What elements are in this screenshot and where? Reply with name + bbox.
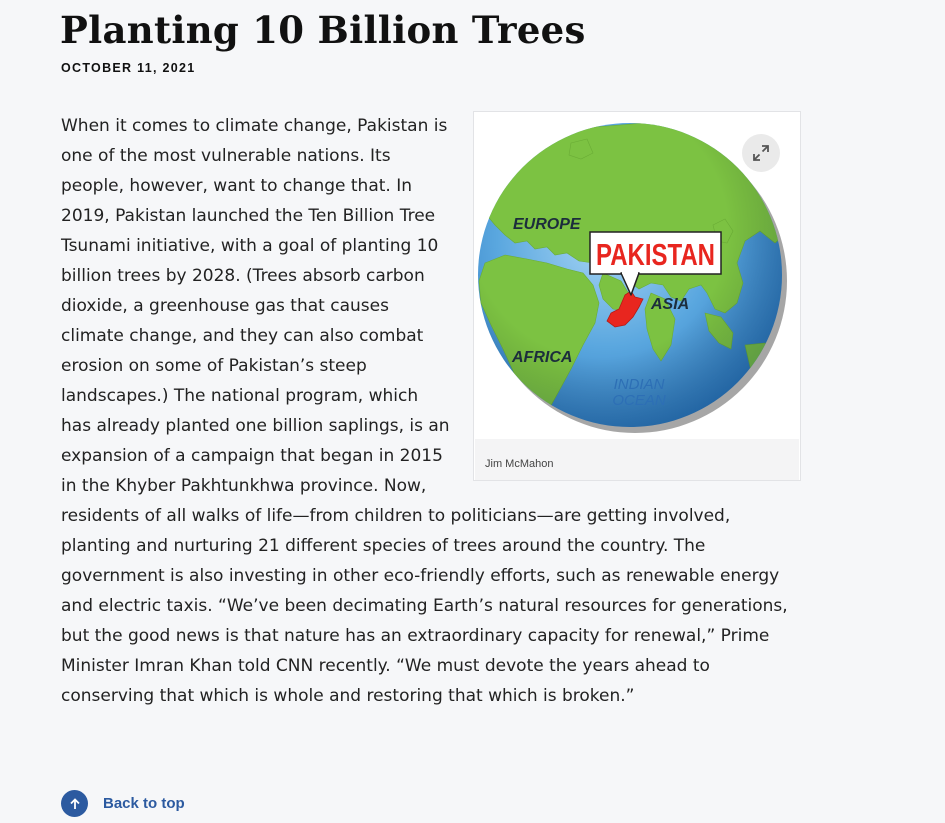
africa-label: AFRICA xyxy=(512,349,573,366)
pakistan-label: PAKISTAN xyxy=(596,237,715,272)
indian-ocean-label-line1: INDIAN xyxy=(613,376,665,393)
indian-ocean-label-line2: OCEAN xyxy=(612,392,666,409)
expand-image-button[interactable] xyxy=(742,134,780,172)
image-credit: Jim McMahon xyxy=(485,458,554,470)
arrow-up-icon xyxy=(61,790,88,817)
article-body: When it comes to climate change, Pakistan is one of the most vulnerable nations. Its people, however, want to change that. In 2019, Pakistan launched the Ten Billion Tree Tsunami initiative, with a goal of planting 10 billion trees by 2028. (Trees absorb carbon dioxide, a greenhouse gas that causes climate change, and they can also combat erosion on some of Pakistan’s steep landscapes.) The national program, which has already planted one billion saplings, is an expansion of a campaign that began in 2015 in the Khyber Pakhtunkhwa province. Now, residents of all walks of life—from children to politicians—are getting involved, planting and nurturing 21 different species of trees around the country. The government is also investing in other eco-friendly efforts, such as renewable energy and electric taxis. “We’ve been decimating Earth’s natural resources for generations, but the good news is that nature has an extraordinary capacity for renewal,” Prime Minister Imran Khan told CNN recently. “We must devote the years ahead to conserving that which is whole and restoring that which is broken.” xyxy=(61,116,788,706)
caption-bar xyxy=(475,439,799,480)
expand-arrows-icon xyxy=(751,143,771,163)
back-to-top-link[interactable] xyxy=(61,790,185,817)
map-figure xyxy=(473,111,801,481)
europe-label: EUROPE xyxy=(513,216,581,233)
article-content xyxy=(61,111,801,711)
asia-label: ASIA xyxy=(651,296,690,313)
article-title: Planting 10 Billion Trees xyxy=(60,8,586,52)
back-to-top-label: Back to top xyxy=(103,795,185,812)
article-date: OCTOBER 11, 2021 xyxy=(61,61,196,75)
